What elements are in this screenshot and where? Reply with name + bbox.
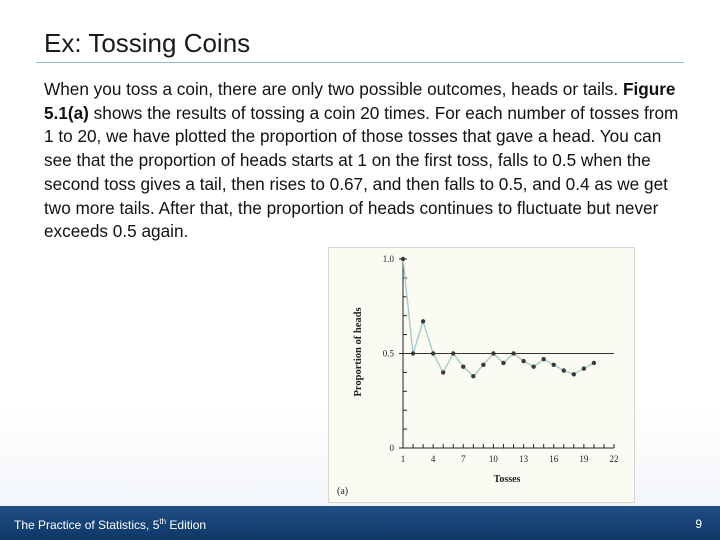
data-point (521, 359, 525, 363)
x-tick-label: 19 (579, 454, 589, 464)
footer-source (14, 517, 206, 532)
data-point (461, 365, 465, 369)
footer-source-sup: th (159, 517, 167, 526)
data-point (421, 319, 425, 323)
data-point (411, 351, 415, 355)
body-paragraph (44, 78, 684, 244)
y-axis-label: Proportion of heads (353, 307, 364, 397)
y-tick-label: 0.5 (382, 348, 394, 359)
title-divider (36, 62, 684, 63)
data-point (582, 366, 586, 370)
figure-reference: Figure 5.1(a) (44, 79, 676, 123)
data-point (481, 363, 485, 367)
proportion-chart (329, 248, 634, 502)
proportion-line (403, 259, 594, 376)
x-tick-label: 22 (609, 454, 619, 464)
data-point (451, 351, 455, 355)
data-point (572, 372, 576, 376)
data-point (541, 357, 545, 361)
data-point (531, 365, 535, 369)
data-point (401, 257, 405, 261)
body-text-end: shows the results of tossing a coin 20 times. For each number of tosses from 1 to 20, we have plotted the proportion of those tosses that gave a head. You can see that the proportion of heads starts at 1 on the first toss, falls to 0.5 when the second toss gives a tail, then rises to 0.67, and then falls to 0.5, and 0.4 as we get two more tails. After that, the proportion of heads continues to fluctuate but never exceeds 0.5 again. (44, 102, 679, 242)
footer-source-end: Edition (166, 518, 207, 532)
data-point (511, 351, 515, 355)
data-point (491, 351, 495, 355)
data-point (471, 374, 475, 378)
data-point (501, 361, 505, 365)
data-point (552, 363, 556, 367)
data-point (441, 370, 445, 374)
panel-label: (a) (337, 486, 349, 497)
x-tick-label: 10 (488, 454, 498, 464)
data-point (431, 351, 435, 355)
x-axis-label: Tosses (493, 474, 521, 485)
x-tick-label: 4 (430, 454, 436, 464)
x-tick-label: 1 (400, 454, 406, 464)
y-tick-label: 0 (389, 443, 394, 453)
slide-title: Ex: Tossing Coins (44, 28, 251, 58)
y-tick-label: 1.0 (382, 254, 394, 264)
data-point (592, 361, 596, 365)
footer-source-main: The Practice of Statistics, 5 (14, 518, 160, 532)
x-tick-label: 16 (549, 454, 559, 464)
figure-panel (328, 247, 635, 503)
body-text-start: When you toss a coin, there are only two possible outcomes, heads or tails. (44, 79, 623, 99)
x-tick-label: 13 (519, 454, 529, 464)
data-point (562, 368, 566, 372)
page-number: 9 (695, 517, 702, 531)
x-tick-label: 7 (461, 454, 466, 464)
footer-bar (0, 506, 720, 540)
